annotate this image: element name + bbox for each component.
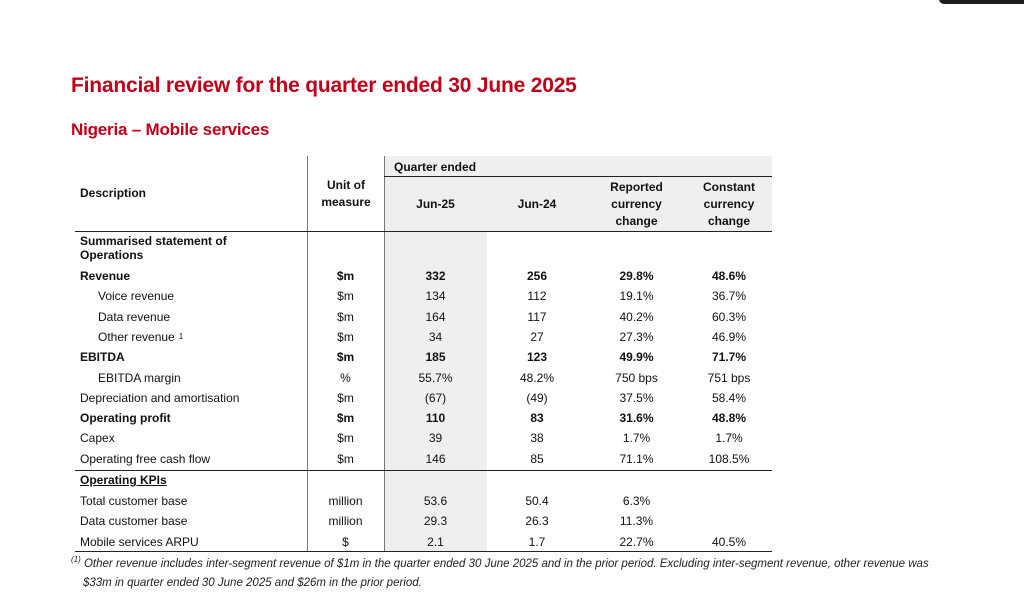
header-constant-line3: change <box>707 213 750 228</box>
cell-jun24: 123 <box>526 350 548 365</box>
cell-unit: $m <box>337 289 354 304</box>
header-description: Description <box>80 185 147 200</box>
cell-constant: 108.5% <box>708 451 750 466</box>
cell-jun25: 110 <box>425 411 446 426</box>
row-label: Other revenue 1 <box>98 329 184 344</box>
row-label <box>80 388 239 408</box>
row-label-text: Mobile services ARPU <box>80 534 199 549</box>
page-title: Financial review for the quarter ended 30 June 2025 <box>71 74 577 97</box>
cell-reported: 11.3% <box>619 514 654 529</box>
footnote-marker: (1) <box>71 555 81 565</box>
financial-table <box>75 156 772 552</box>
cell-jun25: 2.1 <box>427 534 444 549</box>
row-label-text: Depreciation and amortisation <box>80 390 240 405</box>
cell-constant: 46.9% <box>711 329 747 344</box>
section-heading-statement-line2: Operations <box>80 248 144 262</box>
header-unit-line1: Unit of <box>327 178 365 192</box>
row-label <box>80 449 210 469</box>
cell-unit: % <box>340 370 351 385</box>
cell-reported: 1.7% <box>622 431 651 446</box>
row-label <box>80 491 187 511</box>
header-quarter-ended: Quarter ended <box>394 159 477 174</box>
cell-unit: $m <box>337 390 354 405</box>
cell-reported: 31.6% <box>619 411 654 426</box>
cell-jun25: 39 <box>428 431 443 446</box>
cell-constant: 58.4% <box>711 390 747 405</box>
cell-jun24: 38 <box>530 431 544 446</box>
cell-constant: 36.7% <box>711 289 747 304</box>
cell-jun24: 27 <box>530 329 544 344</box>
cell-reported: 22.7% <box>619 534 654 549</box>
section-heading-statement <box>80 234 227 264</box>
row-label <box>80 428 115 448</box>
cell-unit: million <box>328 494 363 508</box>
cell-jun24: 112 <box>527 289 547 304</box>
header-reported-line1: Reported <box>610 179 663 194</box>
cell-unit: $m <box>336 269 355 283</box>
cell-unit: $m <box>337 309 354 324</box>
row-label-text: Operating free cash flow <box>80 451 211 466</box>
cell-jun24: 26.3 <box>525 514 549 529</box>
cell-unit: $m <box>337 431 354 446</box>
cell-jun24: (49) <box>526 390 548 405</box>
cell-jun24: 48.2% <box>519 370 555 385</box>
row-label <box>80 347 125 367</box>
section-heading-kpis: Operating KPIs <box>80 473 167 487</box>
header-reported-change <box>587 178 686 230</box>
cell-jun24: 117 <box>527 309 547 324</box>
row-label <box>80 368 181 388</box>
cell-reported: 6.3% <box>622 494 651 508</box>
header-unit-line2: measure <box>321 195 371 209</box>
rule-section2 <box>75 470 772 471</box>
row-label-text: Operating profit <box>80 411 171 426</box>
header-constant-change <box>686 178 772 230</box>
row-label <box>80 532 199 552</box>
rule-header-bottom <box>75 231 772 232</box>
cell-constant <box>686 511 772 531</box>
header-jun25: Jun-25 <box>416 196 455 211</box>
row-label-text: Capex <box>80 431 115 446</box>
row-label-text: Data revenue <box>98 309 171 324</box>
row-label <box>80 266 130 286</box>
cell-jun25: 185 <box>425 350 446 365</box>
cell-jun25: 53.6 <box>423 494 448 508</box>
cell-reported: 37.5% <box>619 390 654 405</box>
cell-unit: $ <box>342 534 349 549</box>
cell-jun25: 164 <box>425 309 446 324</box>
cell-jun24: 50.4 <box>525 494 549 508</box>
cell-reported: 29.8% <box>619 269 654 283</box>
cell-reported: 49.9% <box>619 350 654 365</box>
cell-jun25: 134 <box>425 289 446 304</box>
cell-reported: 40.2% <box>619 309 654 324</box>
row-label <box>80 408 171 428</box>
cell-constant: 751 bps <box>707 370 751 385</box>
header-constant-line2: currency <box>703 196 755 211</box>
row-label <box>80 286 174 306</box>
cell-jun25: 332 <box>425 269 446 283</box>
cell-reported: 27.3% <box>619 329 654 344</box>
header-unit <box>307 176 385 212</box>
cell-jun25: 29.3 <box>423 514 448 529</box>
cell-reported: 71.1% <box>619 451 654 466</box>
footnote-line1 <box>71 555 1001 574</box>
cell-constant: 48.6% <box>711 269 747 283</box>
row-label <box>80 511 187 531</box>
cell-unit: $m <box>336 350 355 365</box>
top-corner-bar <box>939 0 1024 4</box>
footnote <box>71 555 1001 593</box>
row-label-text: EBITDA <box>80 350 125 365</box>
cell-constant: 1.7% <box>715 431 743 446</box>
rule-top <box>384 176 772 177</box>
cell-jun25: 55.7% <box>418 370 453 385</box>
cell-jun25: (67) <box>424 390 447 405</box>
header-reported-line3: change <box>615 213 658 228</box>
cell-constant: 71.7% <box>711 350 747 365</box>
header-constant-line1: Constant <box>703 179 755 194</box>
row-label-text: Total customer base <box>80 494 188 508</box>
cell-jun24: 83 <box>530 411 544 426</box>
cell-unit: million <box>328 514 363 529</box>
cell-constant <box>686 491 772 511</box>
row-label-text: Revenue <box>80 269 131 283</box>
section-subtitle: Nigeria – Mobile services <box>71 120 270 139</box>
cell-reported: 19.1% <box>619 289 654 304</box>
cell-unit: $m <box>337 451 354 466</box>
cell-unit: $m <box>337 329 354 344</box>
cell-jun25: 146 <box>425 451 446 466</box>
row-label-text: Data customer base <box>80 514 188 529</box>
footnote-text-line1: Other revenue includes inter-segment revenue of $1m in the quarter ended 30 June 2025 and in the prior period. Excluding inter-segment revenue, other revenue was <box>83 558 929 570</box>
cell-constant: 40.5% <box>711 534 747 549</box>
row-label-text: Other revenue <box>98 329 175 344</box>
cell-constant: 48.8% <box>711 411 747 426</box>
cell-constant: 60.3% <box>711 309 747 324</box>
cell-jun24: 85 <box>530 451 544 466</box>
row-label <box>80 307 170 327</box>
row-label-text: EBITDA margin <box>98 370 181 385</box>
cell-reported: 750 bps <box>615 370 658 385</box>
footnote-text-line2: $33m in quarter ended 30 June 2025 and $26m in the prior period. <box>83 577 422 589</box>
header-reported-line2: currency <box>611 196 662 211</box>
cell-jun24: 256 <box>526 269 548 283</box>
section-heading-statement-line1: Summarised statement of <box>80 234 227 248</box>
header-jun24: Jun-24 <box>517 196 557 211</box>
cell-unit: $m <box>336 411 355 426</box>
cell-jun25: 34 <box>428 329 443 344</box>
row-label-text: Voice revenue <box>98 289 175 304</box>
cell-jun24: 1.7 <box>528 534 546 549</box>
